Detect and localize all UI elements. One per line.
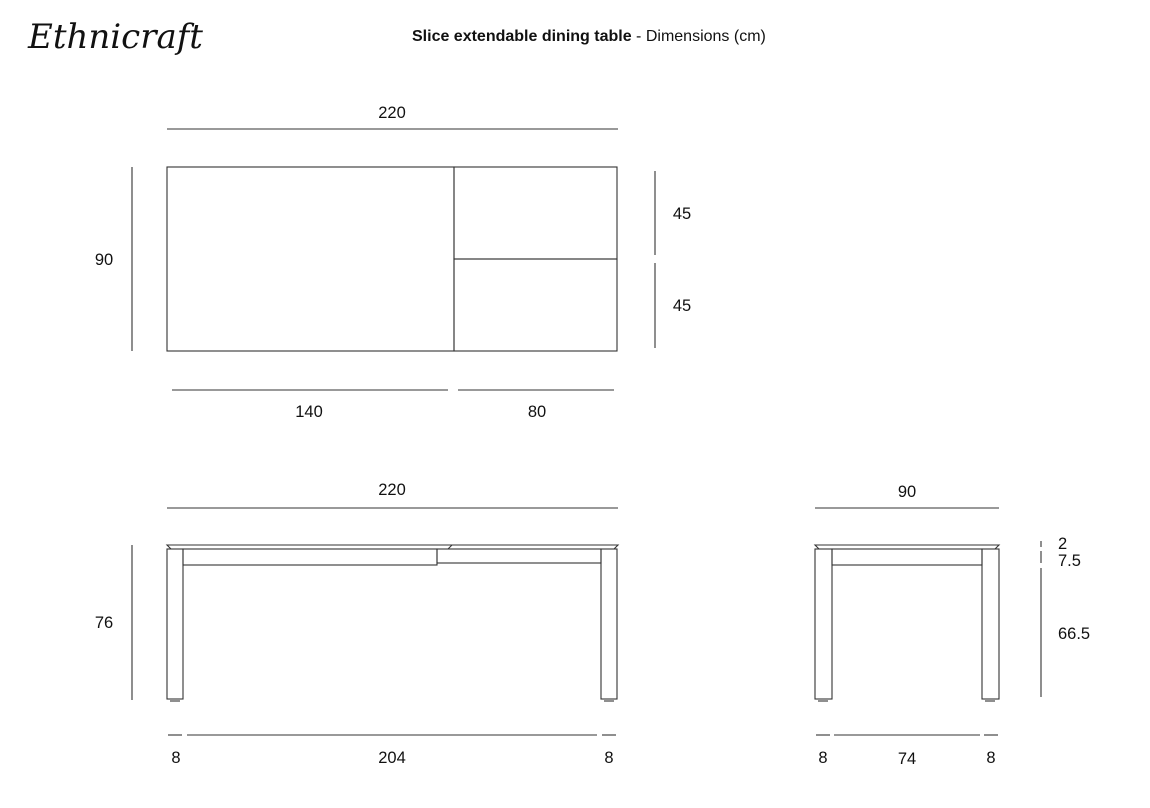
front-leg-left (167, 549, 183, 699)
side-width-label: 90 (897, 483, 917, 501)
side-tabletop (815, 545, 999, 549)
side-apron (832, 549, 982, 565)
main-tabletop (167, 167, 454, 351)
front-span-label: 204 (378, 749, 406, 767)
side-leg-right (982, 549, 999, 699)
extension-leaf-upper (454, 167, 617, 259)
side-view (815, 483, 1090, 768)
front-tabletop-joint (448, 545, 452, 549)
front-view (95, 481, 618, 767)
side-apron-label: 7.5 (1058, 552, 1081, 570)
front-leg-left-label: 8 (171, 749, 181, 767)
front-apron-main (183, 549, 437, 565)
front-leg-right-label: 8 (604, 749, 614, 767)
side-leg-height-label: 66.5 (1058, 625, 1091, 643)
ethnicraft-logo: Ethnicraft (28, 17, 203, 57)
extension-leaf-lower (454, 259, 617, 351)
front-apron-extension (437, 549, 601, 563)
side-leg-left-label: 8 (818, 749, 828, 767)
leaf-upper-label: 45 (672, 205, 692, 223)
side-leg-left (815, 549, 832, 699)
side-top-thickness-label: 2 (1058, 535, 1068, 553)
front-width-label: 220 (378, 481, 406, 499)
top-view (95, 104, 691, 421)
title-separator: - (631, 28, 646, 45)
side-span-label: 74 (897, 750, 917, 768)
top-width-label: 220 (378, 104, 406, 122)
front-leg-right (601, 549, 617, 699)
leaf-lower-label: 45 (672, 297, 692, 315)
title-subtitle: Dimensions (cm) (645, 28, 766, 45)
side-leg-right-label: 8 (986, 749, 996, 767)
product-name: Slice extendable dining table (412, 28, 632, 45)
front-tabletop (167, 545, 618, 549)
front-height-label: 76 (94, 614, 114, 632)
main-length-label: 140 (295, 403, 323, 421)
top-depth-label: 90 (94, 251, 114, 269)
page-title (412, 28, 766, 45)
extension-length-label: 80 (527, 403, 547, 421)
